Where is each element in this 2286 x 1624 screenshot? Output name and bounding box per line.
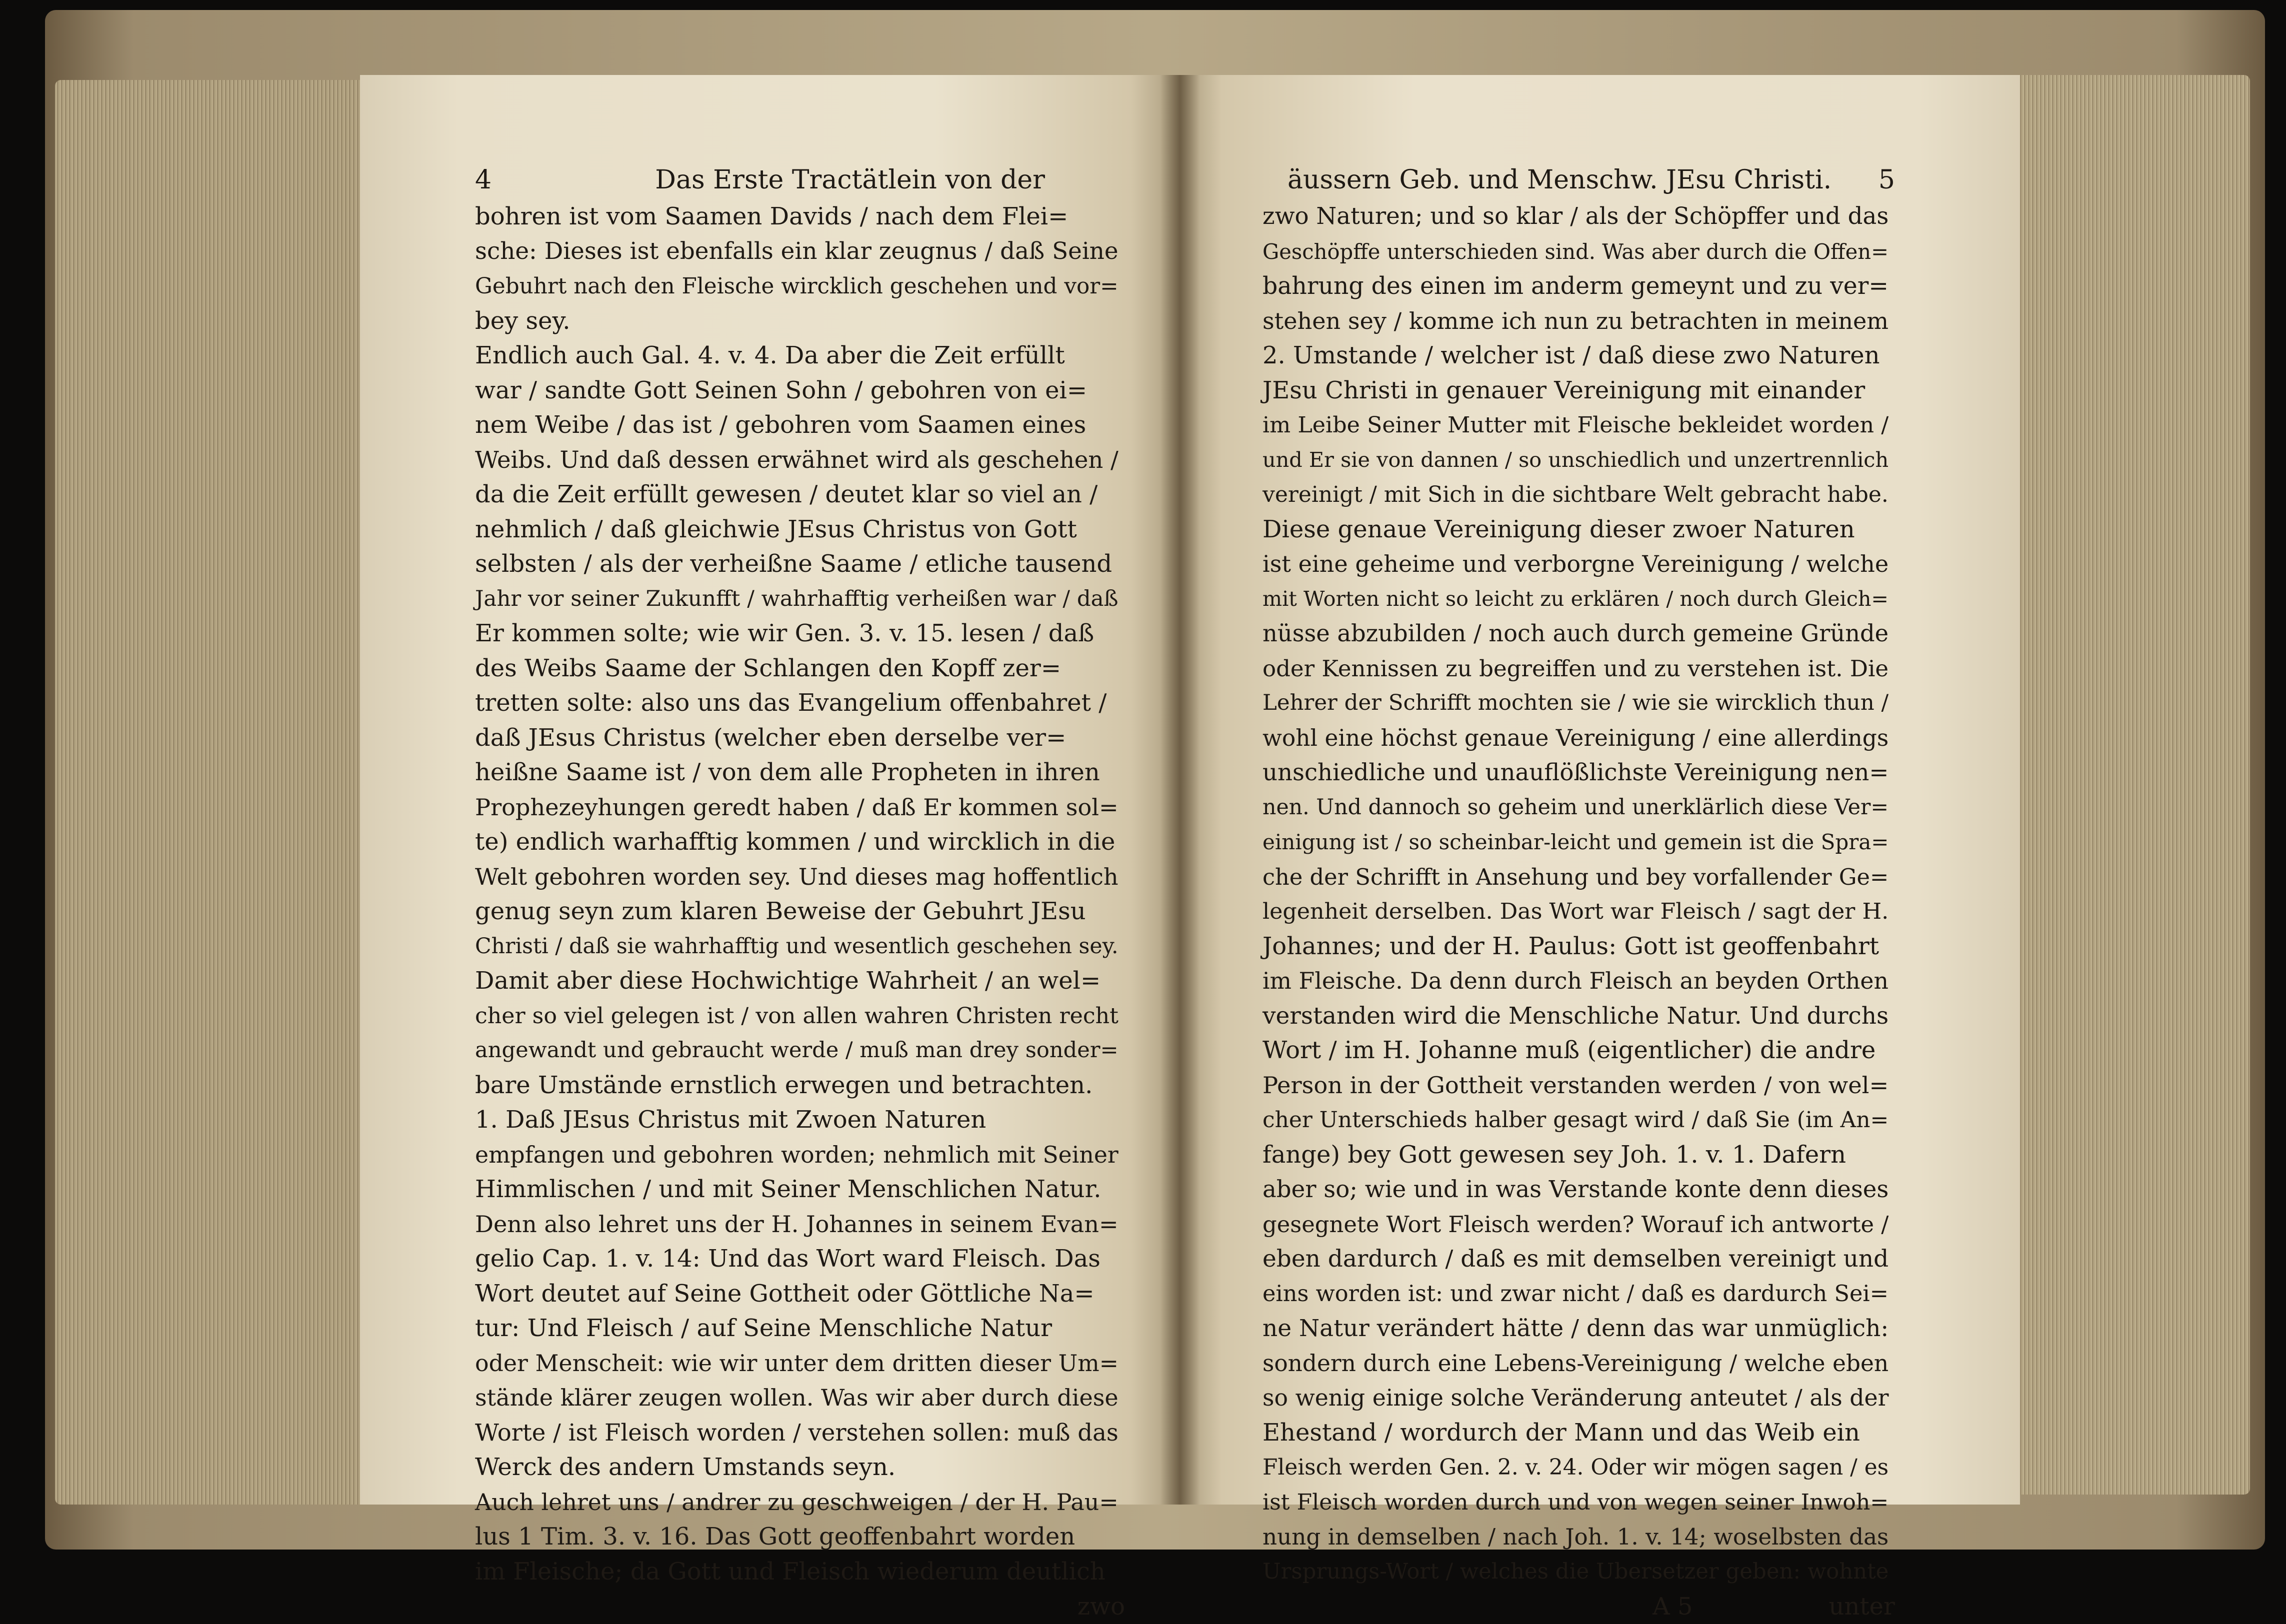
text-line: angewandt und gebraucht werde / muß man drey sonder= xyxy=(475,1038,1118,1063)
text-line: wohl eine höchst genaue Vereinigung / eine allerdings xyxy=(1262,724,1889,751)
text-line: cher so viel gelegen ist / von allen wahren Christen recht xyxy=(475,1003,1118,1029)
text-line: nung in demselben / nach Joh. 1. v. 14; woselbsten das xyxy=(1262,1524,1889,1550)
left-footer xyxy=(475,1589,1125,1624)
left-running-head xyxy=(475,162,1125,197)
text-line: lus 1 Tim. 3. v. 16. Das Gott geoffenbahrt worden xyxy=(475,1523,1076,1551)
text-line: im Fleische; da Gott und Fleisch wiederum deutlich xyxy=(475,1557,1106,1586)
page-edges-right xyxy=(2010,75,2250,1495)
text-line: empfangen und gebohren worden; nehmlich mit Seiner xyxy=(475,1141,1118,1168)
text-line: nem Weibe / das ist / gebohren vom Saamen eines xyxy=(475,411,1086,439)
text-line: stehen sey / komme ich nun zu betrachten in meinem xyxy=(1262,307,1889,334)
text-line: cher Unterschieds halber gesagt wird / daß Sie (im An= xyxy=(1262,1107,1889,1133)
text-line: legenheit derselben. Das Wort war Fleisch / sagt der H. xyxy=(1262,899,1889,924)
text-line: Johannes; und der H. Paulus: Gott ist geoffenbahrt xyxy=(1262,932,1880,960)
right-page-number: 5 xyxy=(1878,165,1895,195)
text-line: zwo Naturen; und so klar / als der Schöpffer und das xyxy=(1262,203,1889,230)
text-line: stände klärer zeugen wollen. Was wir aber durch diese xyxy=(475,1384,1118,1411)
text-line: im Fleische. Da denn durch Fleisch an beyden Orthen xyxy=(1262,968,1888,994)
text-line: sondern durch eine Lebens-Vereinigung / welche eben xyxy=(1262,1350,1889,1377)
text-line: nüsse abzubilden / noch auch durch gemeine Gründe xyxy=(1262,620,1889,647)
text-line: Jahr vor seiner Zukunfft / wahrhafftig verheißen war / daß xyxy=(475,586,1118,611)
text-line: und Er sie von dannen / so unschiedlich und unzertrennlich xyxy=(1262,447,1889,472)
text-line: Gebuhrt nach den Fleische wircklich geschehen und vor= xyxy=(475,273,1118,299)
text-line: mit Worten nicht so leicht zu erklären / noch durch Gleich= xyxy=(1262,586,1888,611)
text-line: Ursprungs-Wort / welches die Ubersetzer geben: wohnte xyxy=(1262,1559,1889,1584)
left-catchword: zwo xyxy=(1077,1593,1125,1621)
text-line: JEsu Christi in genauer Vereinigung mit einander xyxy=(1262,376,1866,404)
page-edges-left xyxy=(55,80,375,1505)
text-line: 1. Daß JEsus Christus mit Zwoen Naturen xyxy=(475,1106,986,1134)
text-line: oder Menscheit: wie wir unter dem dritten dieser Um= xyxy=(475,1349,1119,1377)
text-line: Geschöpffe unterschieden sind. Was aber durch die Offen= xyxy=(1262,239,1889,264)
text-line: bey sey. xyxy=(475,306,570,335)
text-line: nen. Und dannoch so geheim und unerklärlich diese Ver= xyxy=(1262,794,1889,820)
text-line: Auch lehret uns / andrer zu geschweigen / der H. Pau= xyxy=(475,1488,1118,1516)
text-line: Er kommen solte; wie wir Gen. 3. v. 15. lesen / daß xyxy=(475,619,1094,647)
text-line: vereinigt / mit Sich in die sichtbare Welt gebracht habe. xyxy=(1262,482,1888,507)
text-line: einigung ist / so scheinbar-leicht und gemein ist die Spra= xyxy=(1262,830,1889,854)
text-line: aber so; wie und in was Verstande konte denn dieses xyxy=(1262,1176,1889,1203)
text-line: Wort deutet auf Seine Gottheit oder Göttliche Na= xyxy=(475,1279,1094,1308)
right-catchword: unter xyxy=(1828,1593,1895,1621)
text-line: des Weibs Saame der Schlangen den Kopff zer= xyxy=(475,654,1062,682)
text-line: nehmlich / daß gleichwie JEsus Christus von Gott xyxy=(475,515,1077,543)
text-line: verstanden wird die Menschliche Natur. Und durchs xyxy=(1262,1002,1889,1030)
text-line: fange) bey Gott gewesen sey Joh. 1. v. 1. Dafern xyxy=(1262,1140,1846,1169)
text-line: Himmlischen / und mit Seiner Menschlichen Natur. xyxy=(475,1175,1102,1203)
text-line: ist Fleisch worden durch und von wegen seiner Inwoh= xyxy=(1262,1489,1889,1515)
text-line: Prophezeyhungen geredt haben / daß Er kommen sol= xyxy=(475,793,1118,821)
right-running-head xyxy=(1262,162,1895,197)
text-line: Weibs. Und daß dessen erwähnet wird als geschehen / xyxy=(475,446,1118,473)
book-gutter xyxy=(1160,75,1200,1505)
text-line: Diese genaue Vereinigung dieser zwoer Naturen xyxy=(1262,515,1855,543)
left-page xyxy=(360,75,1180,1621)
text-line: Damit aber diese Hochwichtige Wahrheit / an wel= xyxy=(475,967,1101,995)
text-line: heißne Saame ist / von dem alle Propheten in ihren xyxy=(475,758,1100,786)
text-line: Wort / im H. Johanne muß (eigentlicher) die andre xyxy=(1262,1036,1876,1064)
text-line: selbsten / als der verheißne Saame / etliche tausend xyxy=(475,550,1112,578)
text-line: Ehestand / wordurch der Mann und das Weib ein xyxy=(1262,1418,1860,1447)
right-footer xyxy=(1262,1589,1895,1624)
text-line: 2. Umstande / welcher ist / daß diese zwo Naturen xyxy=(1262,341,1880,369)
text-line: tretten solte: also uns das Evangelium offenbahret / xyxy=(475,689,1107,717)
text-line: so wenig einige solche Veränderung anteutet / als der xyxy=(1262,1385,1889,1411)
text-line: eben dardurch / daß es mit demselben vereinigt und xyxy=(1262,1245,1889,1273)
text-line: ist eine geheime und verborgne Vereinigung / welche xyxy=(1262,550,1889,577)
text-line: bahrung des einen im anderm gemeynt und zu ver= xyxy=(1262,272,1888,300)
text-line: Christi / daß sie wahrhafftig und wesentlich geschehen sey. xyxy=(475,933,1118,959)
text-line: Worte / ist Fleisch worden / verstehen sollen: muß das xyxy=(475,1419,1118,1446)
text-line: bare Umstände ernstlich erwegen und betrachten. xyxy=(475,1071,1093,1099)
text-line: daß JEsus Christus (welcher eben derselbe ver= xyxy=(475,723,1066,752)
text-line: Endlich auch Gal. 4. v. 4. Da aber die Zeit erfüllt xyxy=(475,341,1065,369)
text-line: Person in der Gottheit verstanden werden / von wel= xyxy=(1262,1071,1889,1099)
text-line: eins worden ist: und zwar nicht / daß es dardurch Sei= xyxy=(1262,1280,1889,1307)
text-line: che der Schrifft in Ansehung und bey vorfallender Ge= xyxy=(1262,863,1889,890)
text-line: war / sandte Gott Seinen Sohn / gebohren von ei= xyxy=(475,376,1088,404)
text-line: genug seyn zum klaren Beweise der Gebuhrt JEsu xyxy=(475,897,1086,925)
text-line: Fleisch werden Gen. 2. v. 24. Oder wir mögen sagen / es xyxy=(1262,1455,1889,1480)
text-line: unschiedliche und unauflößlichste Vereinigung nen= xyxy=(1262,759,1889,786)
text-line: im Leibe Seiner Mutter mit Fleische bekleidet worden / xyxy=(1262,412,1889,438)
text-line: Lehrer der Schrifft mochten sie / wie sie wircklich thun / xyxy=(1262,690,1889,715)
text-line: gesegnete Wort Fleisch werden? Worauf ich antworte / xyxy=(1262,1211,1889,1238)
left-body-text xyxy=(475,199,1125,1589)
text-line: da die Zeit erfüllt gewesen / deutet klar so viel an / xyxy=(475,480,1098,508)
text-line: sche: Dieses ist ebenfalls ein klar zeugnus / daß Seine xyxy=(475,237,1118,265)
right-page xyxy=(1180,75,2020,1621)
text-line: te) endlich warhafftig kommen / und wircklich in die xyxy=(475,828,1116,856)
right-body-text xyxy=(1262,199,1895,1589)
signature-mark: A 5 xyxy=(1652,1593,1693,1621)
left-page-number: 4 xyxy=(475,165,492,195)
text-line: Werck des andern Umstands seyn. xyxy=(475,1453,896,1481)
text-line: bohren ist vom Saamen Davids / nach dem Flei= xyxy=(475,202,1068,230)
text-line: ne Natur verändert hätte / denn das war unmüglich: xyxy=(1262,1315,1889,1342)
text-line: Denn also lehret uns der H. Johannes in seinem Evan= xyxy=(475,1210,1118,1238)
right-running-title: äussern Geb. und Menschw. JEsu Christi. xyxy=(1288,165,1832,195)
text-line: tur: Und Fleisch / auf Seine Menschliche Natur xyxy=(475,1314,1052,1342)
text-line: oder Kennissen zu begreiffen und zu verstehen ist. Die xyxy=(1262,655,1888,682)
text-line: gelio Cap. 1. v. 14: Und das Wort ward Fleisch. Das xyxy=(475,1245,1100,1273)
text-line: Welt gebohren worden sey. Und dieses mag hoffentlich xyxy=(475,863,1118,890)
left-running-title: Das Erste Tractätlein von der xyxy=(655,165,1045,195)
